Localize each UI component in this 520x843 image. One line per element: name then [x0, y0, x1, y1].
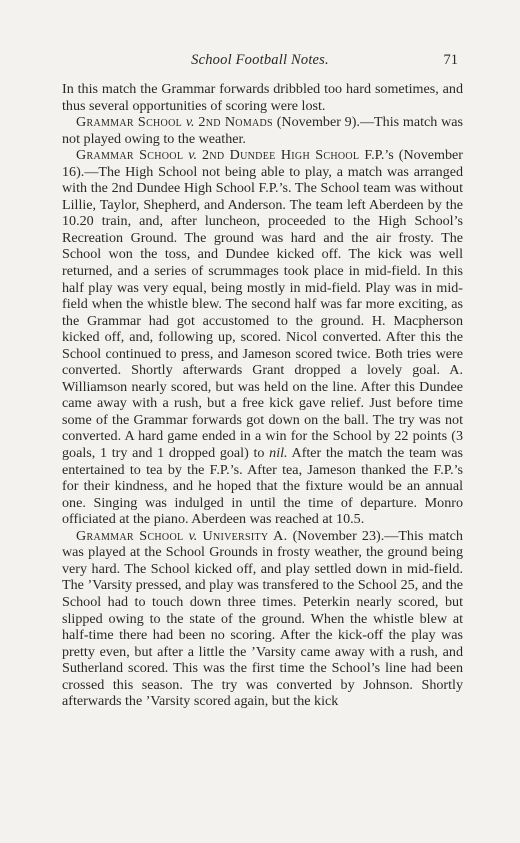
opponent: 2nd Nomads: [198, 114, 273, 131]
match-heading: Grammar School: [76, 527, 184, 544]
match-date: (November 16).: [62, 147, 463, 180]
page-header: [62, 52, 458, 72]
running-title: School Football Notes.: [191, 52, 329, 68]
match-date: (November 23).: [292, 527, 385, 544]
versus: v.: [188, 527, 198, 544]
opponent-suffix: F.P.’s: [364, 147, 394, 164]
match-report: [62, 528, 463, 710]
opponent: 2nd Dundee High School: [201, 147, 360, 164]
report-text: —The High School not being able to play, a match was arranged with the 2nd Dundee High School F.P.’s. The School team was without Lillie, Taylor, Shepherd, and Anderson. The team left Aberdeen by the 10.20 train, and, after luncheon, proceeded to the High School’s Recreation Ground. The ground was hard and the air frosty. The School won the toss, and Dundee kicked off. The kick was well returned, and a series of scrummages took place in mid-field. In this half play was very equal, being mostly in mid-field. Play was in mid-field when the whistle blew. The second half was far more exciting, as the Grammar had got accustomed to the ground. H. Macpherson kicked off, and, following up, scored. Nicol converted. After this the School continued to press, and Jameson scored twice. Both tries were converted. Shortly afterwards Grant dropped a lovely goal. A. Williamson nearly scored, but was held on the line. After this Dundee came away with a rush, but a free kick gave relief. Just before time some of the Grammar forwards got down on the ball. The try was not converted. A hard game ended in a win for the School by 22 points (3 goals, 1 try and 1 dropped goal) to: [62, 163, 463, 462]
match-date: (November 9).: [276, 114, 360, 131]
paragraph: [62, 81, 463, 114]
body-text: [62, 81, 463, 710]
match-report: [62, 114, 463, 147]
page-number: 71: [443, 52, 458, 68]
report-text: —This match was played at the School Grounds in frosty weather, the ground being very hard. The School kicked off, and play settled down in mid-field. The ’Varsity pressed, and play was transfered to the School 25, and the School had to touch down three times. Peterkin nearly scored, but slipped owing to the state of the ground. When the whistle blew at half-time there had been no scoring. After the kick-off the play was pretty even, but after a little the ’Varsity came away with a rush, and Sutherland scored. This was the first time the School’s line had been crossed this season. The try was converted by Johnson. Shortly afterwards the ’Varsity scored again, but the kick: [62, 527, 463, 710]
versus: v.: [185, 114, 195, 131]
match-report: [62, 147, 463, 528]
score-nil: nil.: [269, 445, 288, 462]
paragraph-text: In this match the Grammar forwards dribbled too hard sometimes, and thus several opportunities of scoring were lost.: [62, 81, 463, 114]
report-text-continued: After the match the team was entertained to tea by the F.P.’s. After tea, Jameson thanked the F.P.’s for their kindness, and he hoped that the fixture would be an annual one. Singing was indulged in until the time of departure. Monro officiated at the piano. Aberdeen was reached at 10.5.: [62, 445, 463, 528]
opponent: University A.: [202, 527, 288, 544]
report-text: —This match was not played owing to the weather.: [62, 114, 464, 147]
match-heading: Grammar School: [76, 114, 183, 131]
match-heading: Grammar School: [76, 147, 184, 164]
versus: v.: [188, 147, 197, 164]
